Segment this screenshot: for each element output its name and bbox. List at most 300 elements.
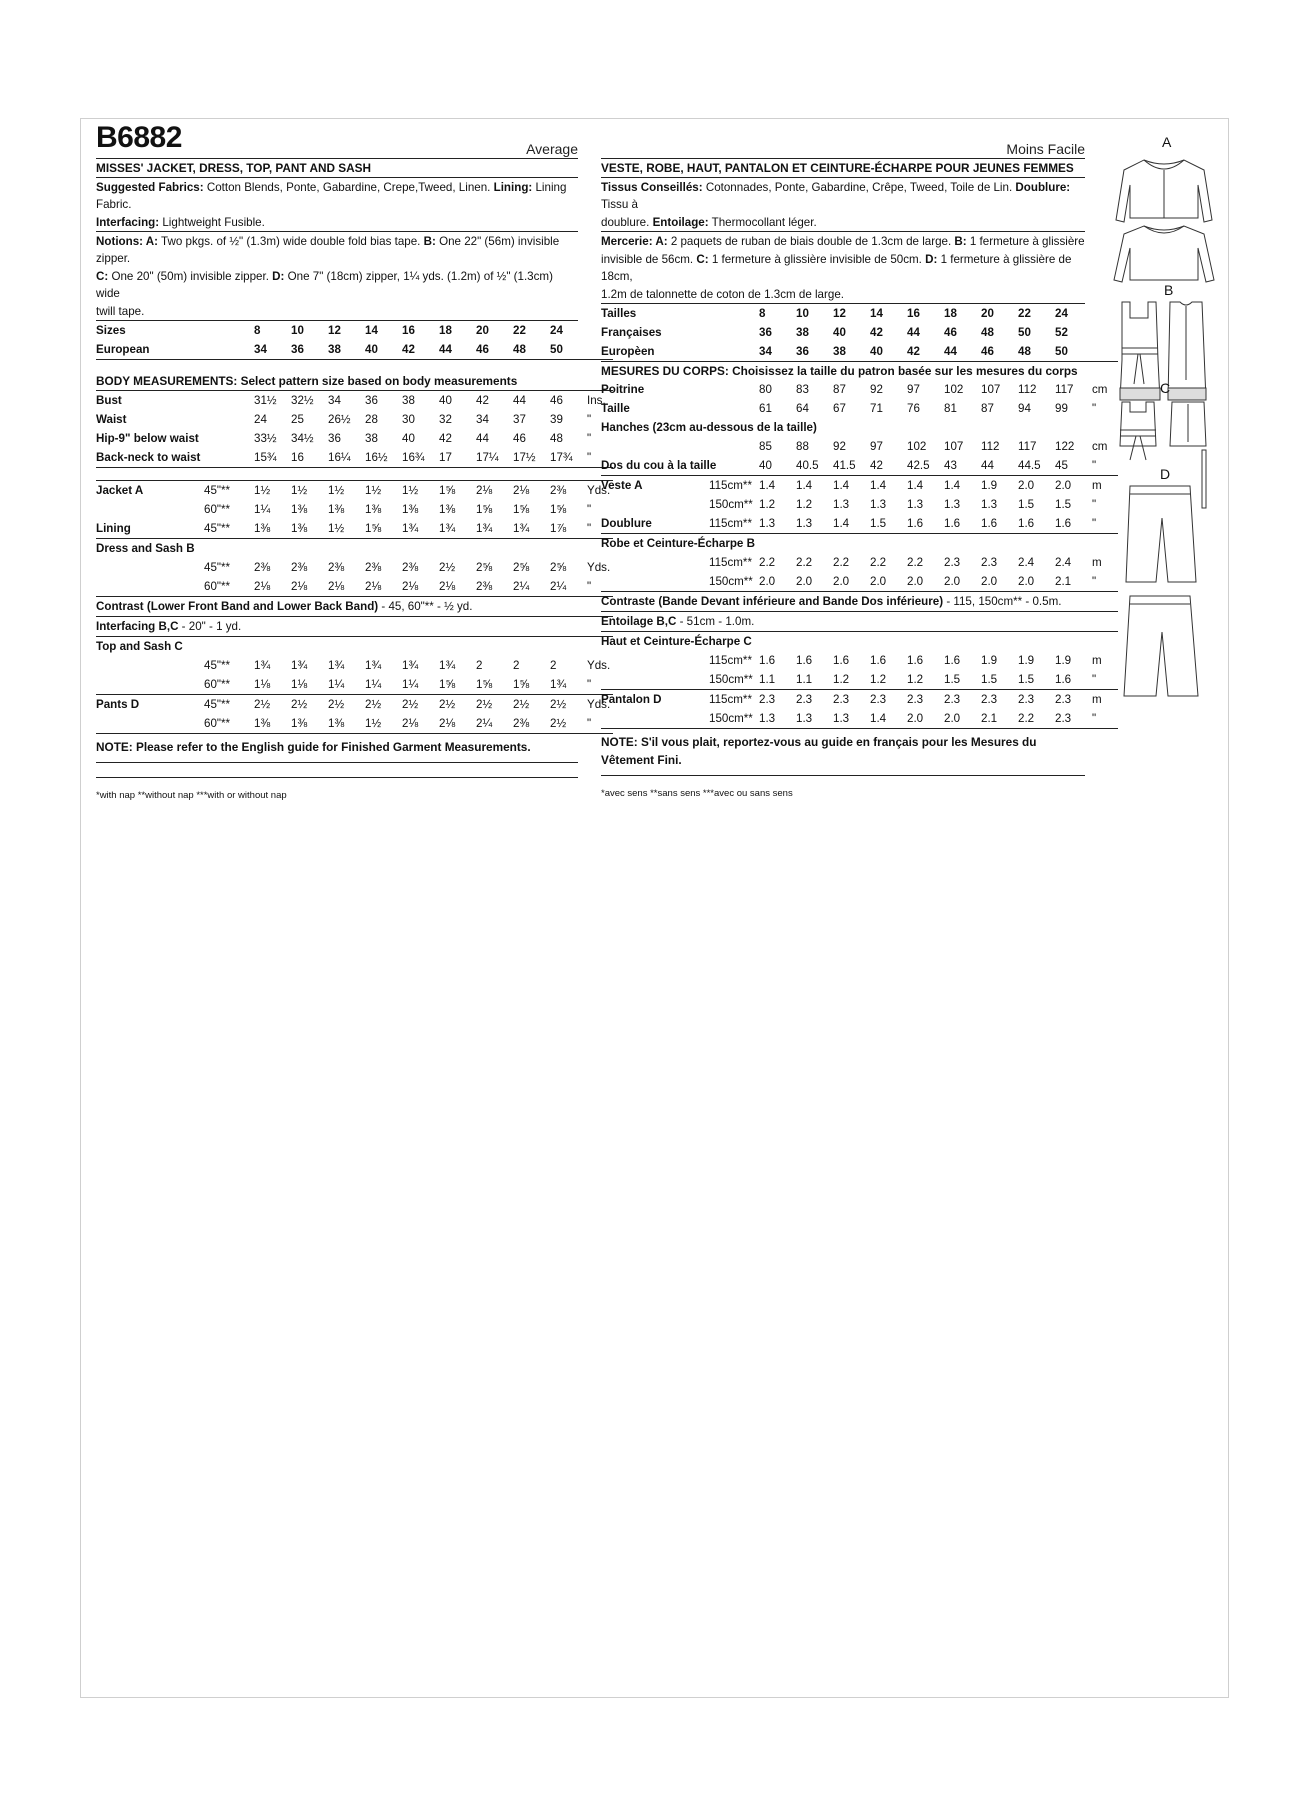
- value-cell: 1.3: [759, 709, 796, 729]
- value-cell: 2: [513, 659, 520, 672]
- fr-notions-d-label: D:: [925, 252, 938, 266]
- value-cell: 2.0: [981, 572, 1018, 592]
- notions-d: One 7" (18cm) zipper, 1¼ yds. (1.2m) of ½" (1.3cm) wide: [96, 269, 553, 300]
- value-cell: 1.3: [759, 514, 796, 534]
- lining-label: Lining:: [493, 180, 533, 194]
- value-cell: 2.0: [1018, 479, 1035, 492]
- value-cell: 14: [870, 307, 883, 320]
- width-cell: 115cm**: [709, 514, 759, 534]
- value-cell: 2.2: [833, 556, 850, 569]
- value-cell: 61: [759, 402, 772, 415]
- value-cell: 1¾: [291, 659, 308, 672]
- haut-c-row: [601, 651, 1118, 670]
- contrast-row-text: [96, 597, 613, 617]
- value-cell: 1.3: [796, 709, 833, 729]
- value-cell: 42: [402, 340, 439, 360]
- value-cell: 15¾: [254, 448, 291, 468]
- european-row: [96, 340, 613, 360]
- unit-cell: Yds.: [587, 561, 611, 574]
- value-cell: 2½: [550, 714, 587, 734]
- value-cell: 22: [513, 324, 526, 337]
- value-cell: 2.3: [1055, 693, 1072, 706]
- value-cell: 1¾: [328, 659, 345, 672]
- fr-notions-b: 1 fermeture à glissière: [966, 234, 1085, 248]
- view-d-label: D: [1160, 466, 1171, 482]
- value-cell: 1.1: [796, 670, 833, 690]
- contraste-row: [601, 592, 1118, 612]
- entoilage-row-text: [601, 612, 1118, 632]
- value-cell: 1.4: [870, 709, 907, 729]
- value-cell: 8: [254, 324, 261, 337]
- width-cell: [204, 321, 254, 340]
- value-cell: 2.1: [981, 709, 1018, 729]
- body-measurement-row: [96, 429, 613, 448]
- value-cell: 2.3: [981, 693, 998, 706]
- fr-notions-b-label: B:: [954, 234, 967, 248]
- width-cell: 45"**: [204, 519, 254, 539]
- pants-d-row: [96, 695, 613, 715]
- jacket-a-back-drawing: [1114, 226, 1214, 282]
- dress-b-row-title: [96, 539, 613, 559]
- entoilage-row-value: - 51cm - 1.0m.: [676, 615, 755, 628]
- value-cell: 22: [1018, 307, 1031, 320]
- value-cell: 38: [365, 432, 378, 445]
- value-cell: 1½: [291, 481, 328, 501]
- contraste-row-label: Contraste (Bande Devant inférieure and Bande Dos inférieure): [601, 595, 944, 608]
- value-cell: 88: [796, 440, 809, 453]
- value-cell: 2⅛: [439, 577, 476, 597]
- unit-cell: ": [1092, 514, 1118, 534]
- row-label: Veste A: [601, 479, 643, 492]
- value-cell: 16: [907, 307, 920, 320]
- dress-b-row: [96, 577, 613, 597]
- value-cell: 12: [833, 307, 846, 320]
- row-label: Lining: [96, 519, 204, 539]
- taille-row: [601, 399, 1118, 418]
- value-cell: 2¼: [513, 577, 550, 597]
- value-cell: 1⅜: [254, 714, 291, 734]
- width-cell: 60"**: [204, 675, 254, 695]
- value-cell: 1⅜: [328, 503, 345, 516]
- value-cell: 1¼: [402, 675, 439, 695]
- value-cell: 87: [833, 383, 846, 396]
- value-cell: 34: [328, 391, 365, 411]
- row-label: Taille: [601, 402, 630, 415]
- width-cell: 115cm**: [709, 556, 752, 569]
- width-cell: 60"**: [204, 503, 231, 516]
- fr-sizes-row: [601, 304, 1118, 323]
- value-cell: 10: [796, 307, 809, 320]
- value-cell: 1¼: [365, 675, 402, 695]
- value-cell: 99: [1055, 402, 1068, 415]
- french-note: NOTE: S'il vous plait, reportez-vous au guide en français pour les Mesures du Vêtement Fini.: [601, 733, 1085, 776]
- value-cell: 1⅜: [402, 503, 419, 516]
- value-cell: 32½: [291, 391, 328, 411]
- value-cell: 36: [365, 391, 402, 411]
- value-cell: 2⅛: [439, 714, 476, 734]
- row-label: Robe et Ceinture-Écharpe B: [601, 537, 755, 550]
- value-cell: 2.2: [759, 556, 776, 569]
- unit-cell: m: [1092, 693, 1102, 706]
- value-cell: 102: [907, 440, 927, 453]
- body-measurement-row: [96, 410, 613, 429]
- notions-b: One 22" (56m) invisible zipper.: [96, 234, 560, 265]
- value-cell: 2.0: [907, 709, 944, 729]
- value-cell: 30: [402, 413, 415, 426]
- value-cell: 107: [981, 383, 1001, 396]
- value-cell: 1.4: [833, 479, 850, 492]
- garment-line-drawings: [1108, 130, 1220, 790]
- value-cell: 1½: [365, 481, 402, 501]
- value-cell: 2⅛: [402, 577, 439, 597]
- value-cell: 2.2: [1018, 709, 1055, 729]
- top-c-drawing: [1120, 402, 1206, 508]
- value-cell: 2.0: [833, 572, 870, 592]
- value-cell: 2.0: [870, 572, 907, 592]
- width-cell: 45"**: [204, 561, 231, 574]
- value-cell: 2.3: [870, 693, 887, 706]
- fr-notions-d: 1 fermeture à glissière de 18cm,: [601, 252, 1072, 283]
- pants-d-drawing: [1124, 486, 1198, 696]
- value-cell: 1.6: [944, 514, 981, 534]
- value-cell: 1.6: [1055, 514, 1092, 534]
- french-sizes-table: [601, 304, 1118, 362]
- value-cell: 44: [907, 326, 920, 339]
- unit-cell: ": [1092, 670, 1118, 690]
- fr-body-title: MESURES DU CORPS: Choisissez la taille du patron basée sur les mesures du corps: [601, 363, 1078, 378]
- value-cell: 1.6: [1018, 514, 1055, 534]
- value-cell: 36: [796, 342, 833, 362]
- value-cell: 92: [833, 440, 846, 453]
- value-cell: 2⅛: [254, 577, 291, 597]
- notions-c: One 20" (50m) invisible zipper.: [108, 269, 273, 283]
- row-label: Europèen: [601, 342, 709, 362]
- value-cell: 34: [759, 342, 796, 362]
- value-cell: 2.3: [907, 693, 924, 706]
- value-cell: 1.3: [944, 498, 961, 511]
- value-cell: 1.4: [870, 479, 887, 492]
- width-cell: [709, 456, 759, 476]
- row-label: Pants D: [96, 698, 140, 711]
- row-label: Doublure: [601, 514, 709, 534]
- width-cell: 45"**: [204, 481, 254, 501]
- value-cell: 2⅝: [550, 561, 567, 574]
- value-cell: 38: [402, 391, 439, 411]
- jacket-a-row: [96, 500, 613, 519]
- value-cell: 48: [550, 432, 563, 445]
- value-cell: 2: [476, 659, 483, 672]
- value-cell: 2½: [550, 698, 567, 711]
- unit-cell: cm: [1092, 383, 1108, 396]
- value-cell: 46: [476, 340, 513, 360]
- jacket-a-drawing: [1116, 160, 1212, 222]
- notions-a: Two pkgs. of ½" (1.3m) wide double fold bias tape.: [158, 234, 424, 248]
- value-cell: 2.2: [870, 556, 887, 569]
- view-sketches: [1108, 130, 1220, 790]
- value-cell: 1¾: [365, 659, 382, 672]
- value-cell: 2⅛: [402, 714, 439, 734]
- row-label: [601, 553, 709, 572]
- row-label: Jacket A: [96, 481, 204, 501]
- width-cell: 150cm**: [709, 498, 753, 511]
- row-label: [601, 572, 709, 592]
- row-label: [601, 495, 709, 514]
- value-cell: 1.6: [833, 654, 850, 667]
- value-cell: 1.4: [759, 479, 776, 492]
- entoilage-row: [601, 612, 1118, 632]
- value-cell: 2⅜: [254, 561, 271, 574]
- unit-cell: ": [587, 714, 613, 734]
- unit-cell: ": [1092, 402, 1097, 415]
- value-cell: 2⅝: [476, 561, 493, 574]
- value-cell: 2½: [439, 561, 456, 574]
- pants-d-row: [96, 714, 613, 734]
- value-cell: 32: [439, 413, 452, 426]
- fr-interfacing-text: Thermocollant léger.: [708, 215, 817, 229]
- value-cell: 44: [981, 456, 1018, 476]
- body-measurements-table: [96, 390, 613, 468]
- value-cell: 2.0: [907, 572, 944, 592]
- value-cell: 1.6: [870, 654, 887, 667]
- poitrine-row: [601, 380, 1118, 399]
- fr-fabrics-label: Tissus Conseillés:: [601, 180, 703, 194]
- value-cell: 38: [328, 340, 365, 360]
- value-cell: 46: [550, 391, 587, 411]
- value-cell: 1.3: [870, 498, 887, 511]
- value-cell: 1.6: [1055, 670, 1092, 690]
- sizes-row: [96, 321, 613, 340]
- width-cell: [709, 399, 759, 418]
- value-cell: 44.5: [1018, 456, 1055, 476]
- value-cell: 40: [439, 391, 476, 411]
- value-cell: 2⅛: [365, 577, 402, 597]
- robe-b-row: [601, 553, 1118, 572]
- value-cell: 1.5: [944, 670, 981, 690]
- value-cell: 1⅝: [513, 503, 530, 516]
- value-cell: 10: [291, 324, 304, 337]
- unit-cell: ": [587, 413, 592, 426]
- value-cell: 81: [944, 402, 957, 415]
- value-cell: 12: [328, 324, 341, 337]
- value-cell: 44: [944, 342, 981, 362]
- english-header: [96, 121, 578, 159]
- notions-d-label: D:: [272, 269, 285, 283]
- row-label: Tailles: [601, 307, 637, 320]
- value-cell: 16: [402, 324, 415, 337]
- value-cell: 34: [254, 340, 291, 360]
- robe-b-row-title: [601, 534, 1118, 554]
- unit-cell: Ins.: [587, 391, 613, 411]
- value-cell: 2.2: [796, 556, 813, 569]
- value-cell: 1.1: [759, 670, 796, 690]
- value-cell: 1½: [365, 714, 402, 734]
- contraste-row-value: - 115, 150cm** - 0.5m.: [943, 595, 1062, 608]
- notions-b-label: B:: [423, 234, 436, 248]
- row-label: Top and Sash C: [96, 640, 183, 653]
- value-cell: 42: [870, 456, 907, 476]
- value-cell: 2⅜: [365, 561, 382, 574]
- value-cell: 2½: [291, 698, 308, 711]
- unit-cell: ": [1092, 456, 1118, 476]
- value-cell: 42: [476, 391, 513, 411]
- value-cell: 2⅜: [291, 561, 308, 574]
- value-cell: 117: [1018, 440, 1037, 453]
- fr-notions-c-label: C:: [696, 252, 709, 266]
- value-cell: 2.3: [944, 693, 961, 706]
- value-cell: 1.4: [907, 479, 924, 492]
- value-cell: 31½: [254, 391, 291, 411]
- value-cell: 1⅞: [550, 519, 587, 539]
- interfacing-row: [96, 617, 613, 637]
- haut-c-row: [601, 670, 1118, 690]
- value-cell: 1.6: [907, 514, 944, 534]
- row-label: [96, 577, 204, 597]
- value-cell: 2.2: [907, 556, 924, 569]
- value-cell: 2½: [513, 698, 530, 711]
- value-cell: 1⅛: [254, 675, 291, 695]
- row-label: [96, 714, 204, 734]
- value-cell: 64: [796, 402, 809, 415]
- value-cell: 1¾: [513, 519, 550, 539]
- value-cell: 1⅜: [291, 503, 308, 516]
- value-cell: 1.4: [833, 514, 870, 534]
- value-cell: 2: [550, 659, 557, 672]
- haut-c-row-title: [601, 632, 1118, 652]
- value-cell: 46: [513, 432, 526, 445]
- value-cell: 42: [870, 326, 883, 339]
- value-cell: 1⅜: [328, 714, 365, 734]
- value-cell: 1.5: [1055, 498, 1072, 511]
- french-header: [601, 128, 1085, 159]
- interfacing-label: Interfacing:: [96, 215, 160, 229]
- value-cell: 2½: [402, 698, 419, 711]
- unit-cell: ": [587, 432, 592, 445]
- value-cell: 1½: [402, 481, 439, 501]
- value-cell: 80: [759, 383, 772, 396]
- width-cell: [204, 391, 254, 411]
- value-cell: 50: [1055, 342, 1092, 362]
- row-label: [96, 675, 204, 695]
- english-note: NOTE: Please refer to the English guide for Finished Garment Measurements.: [96, 738, 578, 763]
- doublure-row: [601, 514, 1118, 534]
- value-cell: 2⅜: [550, 481, 587, 501]
- fr-lining-label: Doublure:: [1015, 180, 1071, 194]
- width-cell: [709, 437, 759, 456]
- value-cell: 42: [439, 432, 452, 445]
- value-cell: 2¼: [550, 577, 587, 597]
- french-footnote: *avec sens **sans sens ***avec ou sans sens: [601, 788, 793, 799]
- interfacing-row-text: [96, 617, 613, 637]
- unit-cell: ": [1092, 572, 1118, 592]
- value-cell: 41.5: [833, 456, 870, 476]
- value-cell: 46: [981, 342, 1018, 362]
- value-cell: 1¾: [476, 519, 513, 539]
- value-cell: 1.5: [1018, 670, 1055, 690]
- value-cell: 83: [796, 383, 809, 396]
- value-cell: 97: [907, 383, 920, 396]
- row-label: Hanches (23cm au-dessous de la taille): [601, 421, 817, 434]
- value-cell: 102: [944, 383, 964, 396]
- value-cell: 16: [291, 448, 328, 468]
- value-cell: 2.0: [944, 572, 981, 592]
- value-cell: 2⅜: [328, 561, 345, 574]
- jacket-a-row: [96, 481, 613, 501]
- value-cell: 97: [870, 440, 883, 453]
- row-label: Bust: [96, 391, 204, 411]
- value-cell: 1.2: [833, 670, 870, 690]
- row-label: Sizes: [96, 324, 126, 337]
- value-cell: 2.3: [944, 556, 961, 569]
- value-cell: 1.4: [944, 479, 961, 492]
- value-cell: 1⅜: [291, 714, 328, 734]
- body-measurement-row: [96, 448, 613, 468]
- entoilage-row-label: Entoilage B,C: [601, 615, 677, 628]
- width-cell: [204, 410, 254, 429]
- unit-cell: m: [1092, 556, 1102, 569]
- value-cell: 50: [550, 340, 587, 360]
- value-cell: 1¼: [254, 503, 271, 516]
- width-cell: [709, 380, 759, 399]
- value-cell: 2.3: [1055, 709, 1092, 729]
- value-cell: 1.6: [796, 654, 813, 667]
- fr-body-table: [601, 380, 1118, 476]
- row-label: [601, 651, 709, 670]
- value-cell: 1½: [328, 481, 365, 501]
- unit-cell: ": [1092, 498, 1097, 511]
- value-cell: 2.4: [1018, 556, 1035, 569]
- lining-row: [96, 519, 613, 539]
- interfacing-row-value: - 20" - 1 yd.: [178, 620, 242, 633]
- row-label: [96, 656, 204, 675]
- notions-label: Notions: A:: [96, 234, 159, 248]
- row-label: Françaises: [601, 326, 662, 339]
- row-label: Dos du cou à la taille: [601, 456, 709, 476]
- value-cell: 34½: [291, 432, 314, 445]
- value-cell: 1.5: [981, 670, 1018, 690]
- width-cell: [204, 448, 254, 468]
- value-cell: 16¼: [328, 448, 365, 468]
- row-label: European: [96, 340, 204, 360]
- width-cell: 115cm**: [709, 654, 752, 667]
- fr-fabrics-text: Cotonnades, Ponte, Gabardine, Crêpe, Tweed, Toile de Lin.: [702, 180, 1016, 194]
- top-c-row: [96, 656, 613, 675]
- value-cell: 38: [796, 326, 809, 339]
- unit-cell: ": [587, 577, 613, 597]
- value-cell: 40: [402, 432, 415, 445]
- fr-notions-c: 1 fermeture à glissière invisible de 50cm.: [708, 252, 926, 266]
- value-cell: 24: [254, 413, 267, 426]
- value-cell: 1.6: [759, 654, 776, 667]
- value-cell: 1½: [328, 519, 365, 539]
- row-label: Dress and Sash B: [96, 542, 195, 555]
- value-cell: 94: [1018, 402, 1031, 415]
- value-cell: 2½: [254, 698, 271, 711]
- value-cell: 1¼: [328, 675, 365, 695]
- value-cell: 2½: [328, 698, 345, 711]
- width-cell: [709, 304, 759, 323]
- body-measurements-title: BODY MEASUREMENTS: Select pattern size based on body measurements: [96, 373, 518, 388]
- value-cell: 24: [550, 324, 563, 337]
- value-cell: 17¼: [476, 448, 513, 468]
- row-label: [601, 437, 709, 456]
- notions-line-3: twill tape.: [96, 304, 145, 318]
- value-cell: 1.3: [833, 498, 850, 511]
- value-cell: 14: [365, 324, 378, 337]
- robe-b-row: [601, 572, 1118, 592]
- value-cell: 1.2: [796, 498, 813, 511]
- value-cell: 1.5: [870, 514, 907, 534]
- value-cell: 1.3: [796, 514, 833, 534]
